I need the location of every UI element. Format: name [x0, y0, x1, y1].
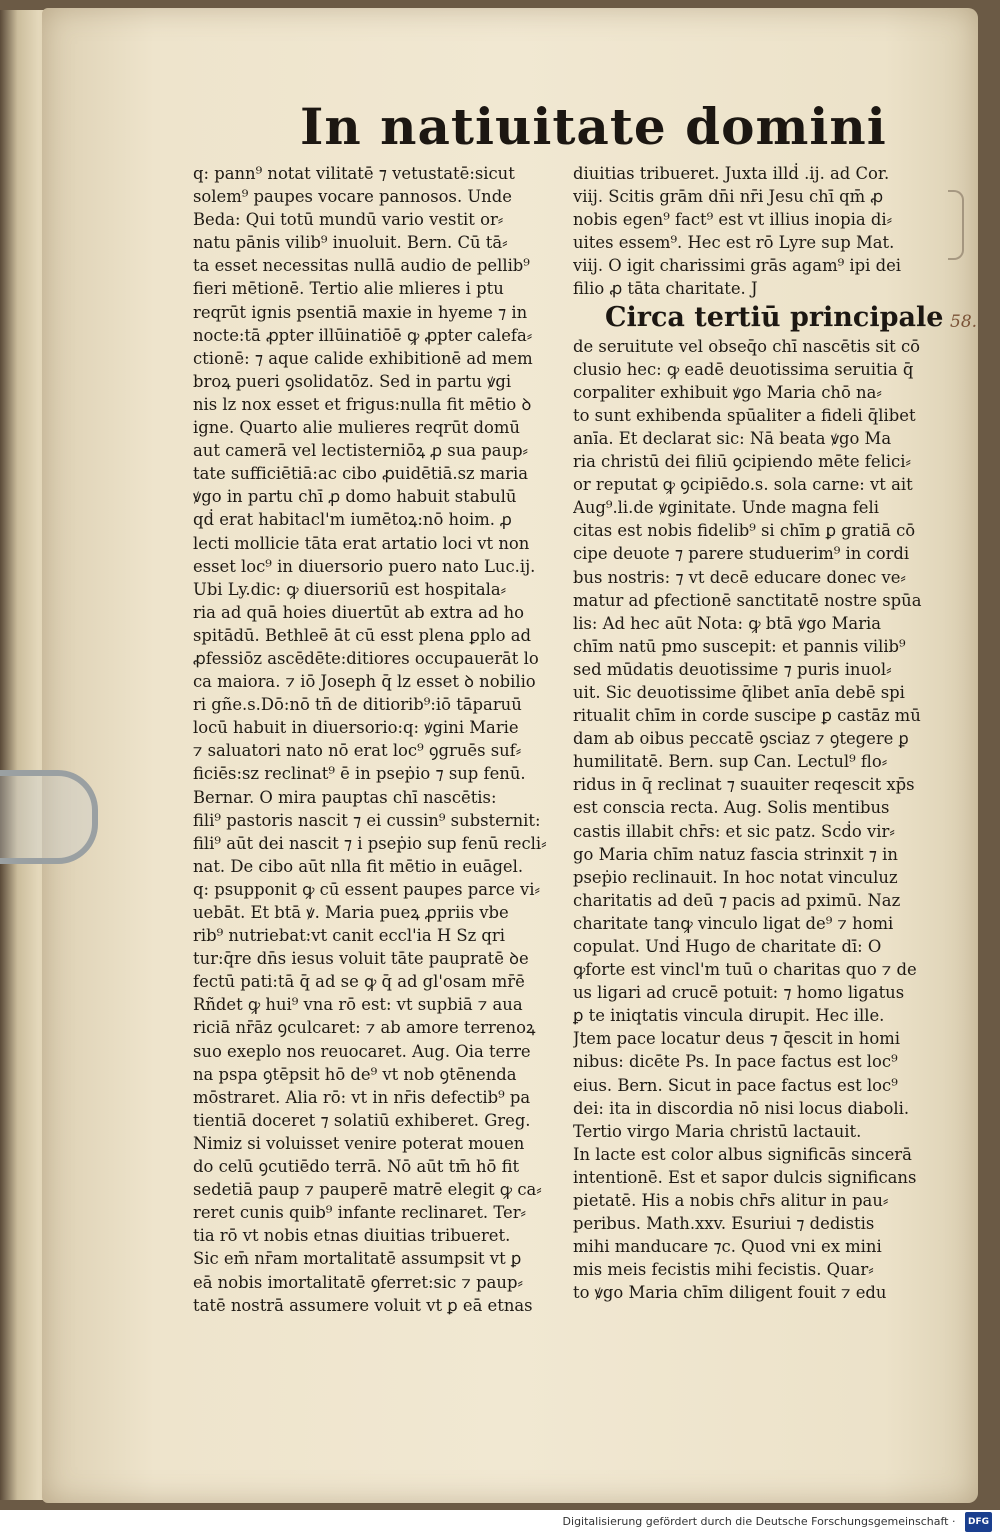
- text-line: natu pānis vilib⁹ inuoluit. Bern. Cū tā⸗: [193, 233, 508, 253]
- text-line: filio ꝓ tāta charitate. J: [573, 279, 758, 299]
- text-line: ria christū dei filiū ꝯcipiendo mēte felici⸗: [573, 452, 911, 472]
- text-line: reret cunis quib⁹ infante reclinaret. Ter⸗: [193, 1203, 526, 1223]
- margin-note: 58.: [950, 312, 978, 332]
- text-line: lecti mollicie tāta erat artatio loci vt non: [193, 533, 530, 553]
- text-line: aut camerā vel lectisterniōꝝ ꝓ sua paup⸗: [193, 441, 529, 461]
- text-line: nobis egen⁹ fact⁹ est vt illius inopia di⸗: [573, 210, 893, 230]
- text-line: rib⁹ nutriebat:vt canit eccl'ia H Sz qri: [193, 926, 505, 946]
- text-line: Nimiz si voluisset venire poterat mouen: [193, 1133, 525, 1153]
- text-line: fili⁹ pastoris nascit ⁊ ei cussin⁹ substernit:: [193, 810, 541, 830]
- text-line: matur ad ꝑfectionē sanctitatē nostre spūa: [573, 590, 922, 610]
- text-line: mis meis fecistis mihi fecistis. Quar⸗: [573, 1260, 874, 1280]
- text-line: fieri mētionē. Tertio alie mlieres i ptu: [193, 279, 504, 299]
- text-line: clusio hec: ꝙ eadē deuotissima seruitia q̄: [573, 359, 914, 379]
- text-line: Rñdet ꝙ hui⁹ vna rō est: vt supbiā ⁊ aua: [193, 995, 523, 1015]
- text-line: na pspa ꝯtēpsit hō de⁹ vt nob ꝯtēnenda: [193, 1064, 517, 1084]
- text-line: qḋ erat habitacl'm iumētoꝝ:nō hoim. ꝓ: [193, 510, 512, 530]
- text-line: nis lz nox esset et frigus:nulla fit mētio ꝺ: [193, 394, 532, 414]
- text-line: charitate tanꝙ vinculo ligat de⁹ ⁊ homi: [573, 913, 894, 933]
- text-line: viij. O igit charissimi grās agam⁹ ipi dei: [573, 256, 902, 276]
- text-line: ꝓfessiōz ascēdēte:ditiores occupauerāt lo: [193, 648, 539, 668]
- text-line: q: psupponit ꝙ cū essent paupes parce vi⸗: [193, 879, 540, 899]
- text-line: ⁊ saluatori nato nō erat loc⁹ ꝯgruēs suf⸗: [193, 741, 522, 761]
- text-line: to ꝟgo Maria chīm diligent fouit ⁊ edu: [573, 1283, 887, 1303]
- text-line: In lacte est color albus significās sincerā: [573, 1144, 912, 1164]
- text-line: tatē nostrā assumere voluit vt ꝑ eā etnas: [193, 1295, 533, 1315]
- dfg-logo: DFG: [965, 1512, 992, 1532]
- text-line: pseṗio reclinauit. In hoc notat vinculuz: [573, 867, 898, 887]
- text-line: tia rō vt nobis etnas diuitias tribueret.: [193, 1226, 511, 1246]
- text-line: nibus: dicēte Ps. In pace factus est loc⁹: [573, 1052, 898, 1072]
- text-line: citas est nobis fidelib⁹ si chīm ꝑ gratiā cō: [573, 521, 916, 541]
- text-line: ficiēs:sz reclinat⁹ ē in pseṗio ⁊ sup fenū.: [193, 764, 526, 784]
- text-line: fectū pati:tā q̄ ad se ꝙ q̄ ad gl'osam mr̄ē: [193, 972, 525, 992]
- text-line: charitatis ad deū ⁊ pacis ad pximū. Naz: [573, 890, 901, 910]
- text-line: riciā nr̄āz ꝯculcaret: ⁊ ab amore terrenoꝝ: [193, 1018, 536, 1038]
- text-line: Aug⁹.li.de ꝟginitate. Unde magna feli: [573, 498, 879, 518]
- text-line: ꝑ te iniqtatis vincula dirupit. Hec ille.: [573, 1006, 885, 1026]
- text-line: locū habuit in diuersorio:q: ꝟgini Marie: [193, 718, 519, 738]
- text-line: spitādū. Bethleē āt cū esst plena ꝑplo ad: [193, 625, 532, 645]
- text-line: ca maiora. ⁊ iō Joseph q̄ lz esset ꝺ nobilio: [193, 672, 536, 692]
- text-line: copulat. Unḋ Hugo de charitate dī: O: [573, 937, 882, 956]
- text-line: tate sufficiētiā:ac cibo ꝓuidētiā.sz maria: [193, 464, 529, 484]
- text-line: humilitatē. Bern. sup Can. Lectul⁹ flo⸗: [573, 752, 888, 772]
- footer-separator: ·: [948, 1515, 959, 1528]
- text-line: Bernar. O mira pauptas chī nascētis:: [193, 787, 497, 807]
- text-line: to sunt exhibenda spūaliter a fideli q̄libet: [573, 405, 916, 425]
- text-line: Jtem pace locatur deus ⁊ q̄escit in homi: [573, 1029, 900, 1049]
- margin-bracket: [948, 190, 964, 260]
- running-head: In natiuitate domini: [300, 97, 887, 156]
- text-line: corpaliter exhibuit ꝟgo Maria chō na⸗: [573, 382, 882, 402]
- text-line: Sic em̄ nr̄am mortalitatē assumpsit vt ꝑ: [193, 1249, 522, 1269]
- section-heading: Circa tertiū principale: [605, 301, 944, 333]
- text-line: Tertio virgo Maria christū lactauit.: [573, 1121, 862, 1141]
- text-line: diuitias tribueret. Juxta illḋ .ij. ad Cor.: [573, 164, 890, 183]
- right-column: [573, 162, 961, 1305]
- text-line: peribus. Math.xxv. Esuriui ⁊ dedistis: [573, 1214, 875, 1234]
- text-line: pietatē. His a nobis chr̄s alitur in pau⸗: [573, 1191, 889, 1211]
- text-line: cipe deuote ⁊ parere studuerim⁹ in cordi: [573, 544, 910, 564]
- text-line: ri gñe.s.Dō:nō tn̄ de ditiorib⁹:iō tāparuū: [193, 695, 522, 715]
- text-line: tientiā doceret ⁊ solatiū exhiberet. Greg.: [193, 1110, 531, 1130]
- text-line: us ligari ad crucē potuit: ⁊ homo ligatus: [573, 983, 905, 1003]
- text-line: mihi manducare ⁊c. Quod vni ex mini: [573, 1237, 882, 1257]
- text-line: q: pann⁹ notat vilitatē ⁊ vetustatē:sicut: [193, 164, 515, 183]
- text-line: ta esset necessitas nullā audio de pellib⁹: [193, 256, 530, 276]
- text-line: bus nostris: ⁊ vt decē educare donec ve⸗: [573, 567, 906, 587]
- text-line: eā nobis imortalitatē ꝯferret:sic ⁊ paup⸗: [193, 1272, 523, 1292]
- text-line: ꝙforte est vincl'm tuū o charitas quo ⁊ de: [573, 960, 917, 980]
- text-line: Beda: Qui totū mundū vario vestit or⸗: [193, 210, 504, 230]
- text-line: est conscia recta. Aug. Solis mentibus: [573, 798, 890, 818]
- text-line: esset loc⁹ in diuersorio puero nato Luc.ij.: [193, 556, 536, 576]
- right-column-top: [573, 162, 961, 301]
- text-line: chīm natū pmo suscepit: et pannis vilib⁹: [573, 636, 906, 656]
- text-line: dam ab oibus peccatē ꝯsciaz ⁊ ꝯtegere ꝑ: [573, 729, 909, 749]
- text-line: anīa. Et declarat sic: Nā beata ꝟgo Ma: [573, 428, 892, 448]
- text-line: fili⁹ aūt dei nascit ⁊ i pseṗio sup fenū recli⸗: [193, 833, 547, 853]
- text-line: lis: Ad hec aūt Nota: ꝙ btā ꝟgo Maria: [573, 613, 882, 633]
- text-line: broꝝ pueri ꝯsolidatōz. Sed in partu ꝟgi: [193, 371, 512, 391]
- text-line: Ubi Ly.dic: ꝙ diuersoriū est hospitala⸗: [193, 579, 507, 599]
- right-column-body: [573, 335, 961, 1305]
- text-line: nat. De cibo aūt nlla fit mētio in euāgel.: [193, 856, 524, 876]
- text-line: or reputat ꝙ ꝯcipiēdo.s. sola carne: vt ait: [573, 475, 913, 495]
- text-line: tur:q̄re dn̄s iesus voluit tāte paupratē ꝺe: [193, 949, 529, 969]
- text-line: eius. Bern. Sicut in pace factus est loc⁹: [573, 1075, 898, 1095]
- text-line: uebāt. Et btā ꝟ. Maria pueꝝ ꝓpriis vbe: [193, 903, 509, 922]
- text-line: solem⁹ paupes vocare pannosos. Unde: [193, 187, 512, 207]
- text-line: ritualit chīm in corde suscipe ꝑ castāz mū: [573, 706, 921, 726]
- text-line: sedetiā paup ⁊ pauperē matrē elegit ꝙ ca⸗: [193, 1180, 542, 1200]
- text-line: ꝟgo in partu chī ꝓ domo habuit stabulū: [193, 487, 517, 507]
- text-line: uit. Sic deuotissime q̄libet anīa debē spi: [573, 682, 905, 702]
- text-line: de seruitute vel obseq̄o chī nascētis sit cō: [573, 336, 920, 356]
- text-line: uites essem⁹. Hec est rō Lyre sup Mat.: [573, 233, 895, 253]
- text-line: suo exeplo nos reuocaret. Aug. Oia terre: [193, 1041, 531, 1061]
- text-line: ctionē: ⁊ aque calide exhibitionē ad mem: [193, 348, 533, 368]
- text-line: mōstraret. Alia rō: vt in nr̄is defectib⁹ pa: [193, 1087, 531, 1107]
- text-line: nocte:tā ꝓpter illūinatiōē ꝙ ꝓpter calefa⸗: [193, 325, 533, 345]
- text-line: castis illabit chr̄s: et sic patz. Scḋo vir⸗: [573, 821, 895, 841]
- footer: [0, 1512, 1000, 1530]
- text-line: go Maria chīm natuz fascia strinxit ⁊ in: [573, 844, 898, 864]
- footer-text: Digitalisierung gefördert durch die Deutsche Forschungsgemeinschaft: [562, 1515, 949, 1528]
- text-line: dei: ita in discordia nō nisi locus diaboli.: [573, 1098, 910, 1118]
- text-line: igne. Quarto alie mulieres reqrūt domū: [193, 418, 520, 438]
- text-line: ridus in q̄ reclinat ⁊ suauiter reqescit xp̄s: [573, 775, 915, 795]
- page-clip: [0, 770, 98, 864]
- text-line: sed mūdatis deuotissime ⁊ puris inuol⸗: [573, 659, 892, 679]
- text-line: do celū ꝯcutiēdo terrā. Nō aūt tm̄ hō fit: [193, 1157, 520, 1177]
- text-line: ria ad quā hoies diuertūt ab extra ad ho: [193, 602, 525, 622]
- text-line: reqrūt ignis psentiā maxie in hyeme ⁊ in: [193, 302, 528, 322]
- left-column: [193, 162, 577, 1317]
- text-line: intentionē. Est et sapor dulcis significans: [573, 1167, 917, 1187]
- text-line: viij. Scitis grām dn̄i nr̄i Jesu chī qm̄ ꝓ: [573, 187, 884, 207]
